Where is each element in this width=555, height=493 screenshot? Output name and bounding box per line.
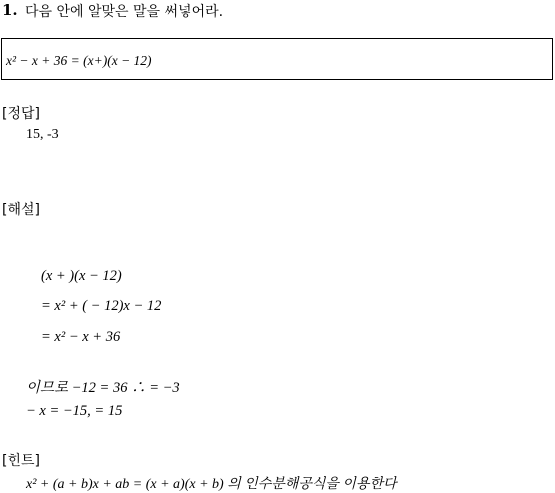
explanation-header: [해설] [2,202,40,218]
explanation-line-3: = x² − x + 36 [41,329,121,345]
answer-header: [정답] [2,106,40,122]
explanation-line-1: (x + )(x − 12) [41,268,122,284]
explanation-line-5: − x = −15, = 15 [26,403,123,419]
hint-text: x² + (a + b)x + ab = (x + a)(x + b) 의 인수분해공식을 이용한다 [26,477,397,492]
explanation-line-2: = x² + ( − 12)x − 12 [41,298,162,314]
question-text: 다음 안에 알맞은 말을 써넣어라. [25,4,224,20]
answer-value: 15, -3 [26,127,59,142]
question-equation: x² − x + 36 = (x+)(x − 12) [6,53,152,68]
explanation-line-4: 이므로 −12 = 36 ∴ = −3 [26,380,180,396]
question-number: 1. [2,1,18,19]
hint-header: [힌트] [2,453,40,469]
